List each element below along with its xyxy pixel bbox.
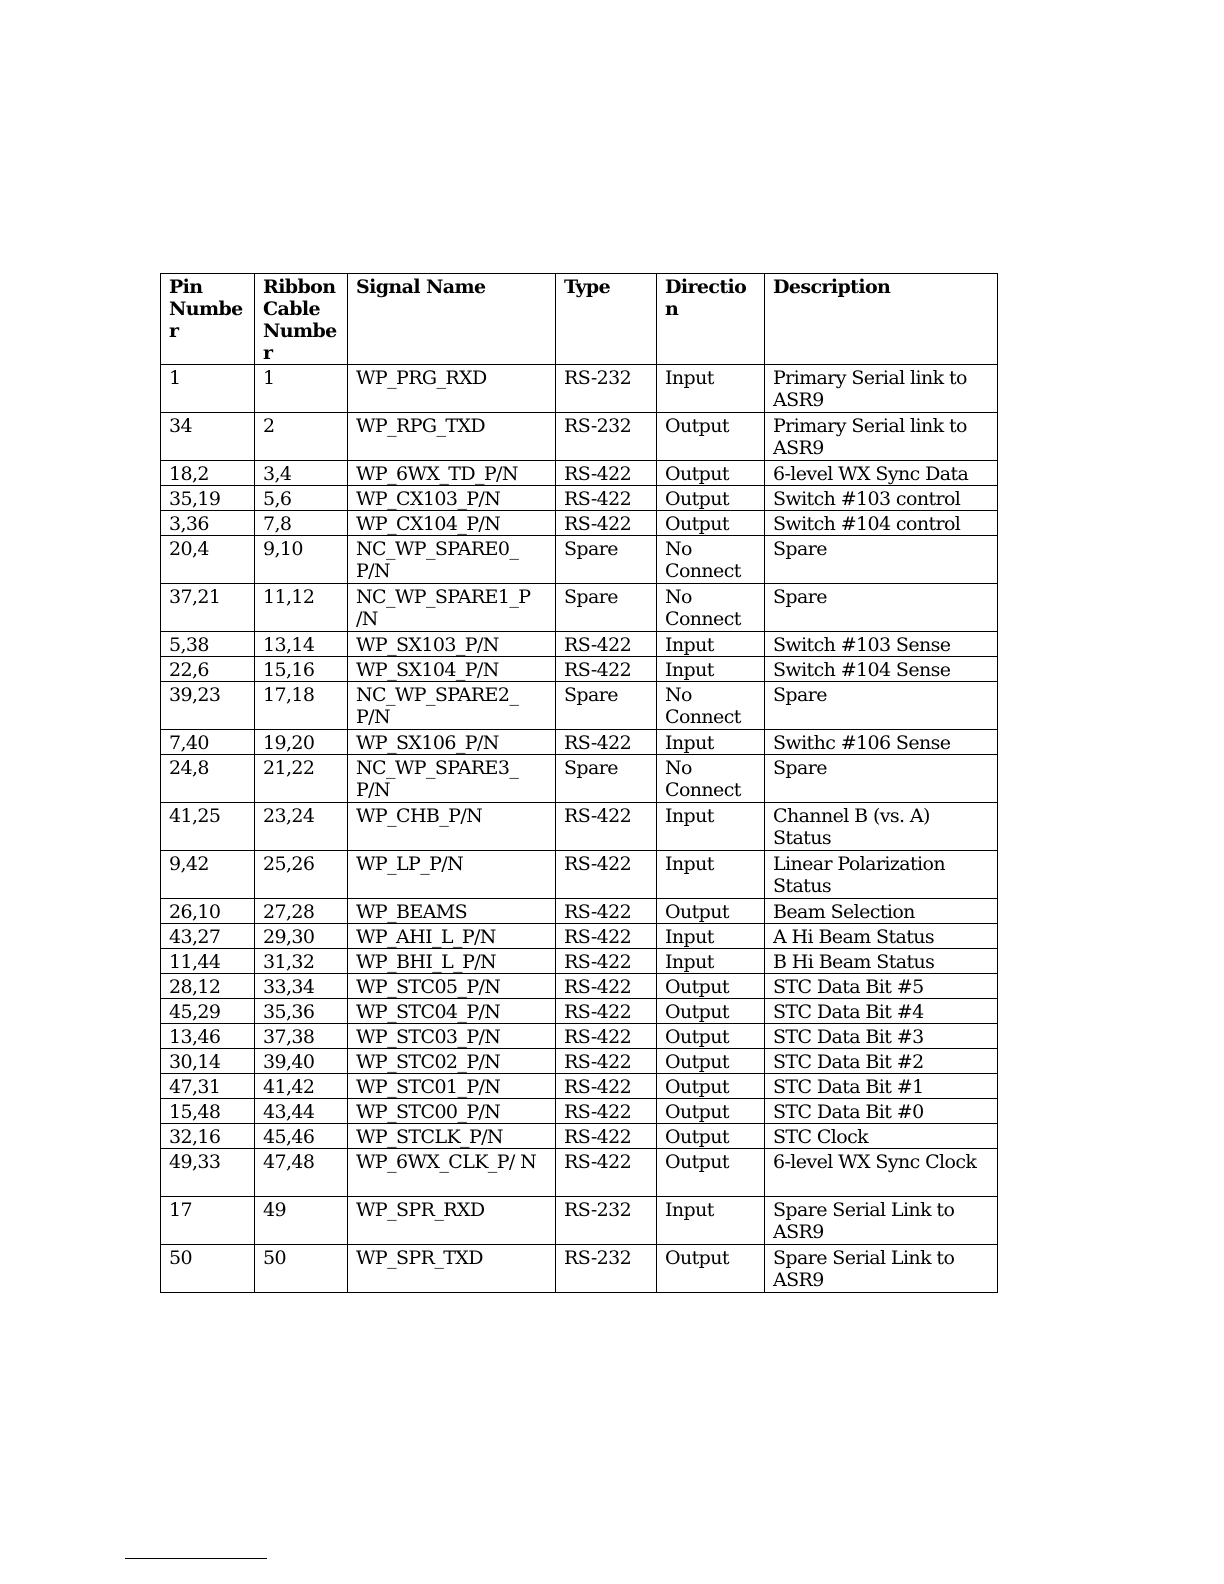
cell-pin-number: 3,36	[161, 511, 255, 536]
cell-direction: Input	[657, 1197, 765, 1245]
cell-ribbon-cable-number: 45,46	[255, 1124, 348, 1149]
table-body	[161, 365, 998, 1293]
table-row	[161, 1124, 998, 1149]
cell-ribbon-cable-number: 21,22	[255, 755, 348, 803]
cell-direction: No Connect	[657, 755, 765, 803]
cell-description: Spare	[765, 536, 998, 584]
table-row	[161, 536, 998, 584]
cell-ribbon-cable-number: 3,4	[255, 461, 348, 486]
cell-ribbon-cable-number: 43,44	[255, 1099, 348, 1124]
cell-pin-number: 43,27	[161, 924, 255, 949]
cell-type: Spare	[556, 584, 657, 632]
cell-description: Beam Selection	[765, 899, 998, 924]
cell-signal-name: WP_STC03_P/N	[348, 1024, 556, 1049]
cell-description: STC Data Bit #5	[765, 974, 998, 999]
table-row	[161, 730, 998, 755]
table-row	[161, 851, 998, 899]
cell-ribbon-cable-number: 50	[255, 1245, 348, 1293]
table-row	[161, 1099, 998, 1124]
cell-direction: Output	[657, 1024, 765, 1049]
pin-assignment-table	[160, 273, 998, 1293]
cell-description: Spare	[765, 584, 998, 632]
table-row	[161, 657, 998, 682]
cell-signal-name: WP_LP_P/N	[348, 851, 556, 899]
cell-description: STC Clock	[765, 1124, 998, 1149]
cell-type: RS-422	[556, 1124, 657, 1149]
cell-ribbon-cable-number: 29,30	[255, 924, 348, 949]
cell-pin-number: 35,19	[161, 486, 255, 511]
cell-description: B Hi Beam Status	[765, 949, 998, 974]
cell-type: RS-422	[556, 924, 657, 949]
cell-ribbon-cable-number: 13,14	[255, 632, 348, 657]
cell-type: RS-422	[556, 999, 657, 1024]
cell-pin-number: 39,23	[161, 682, 255, 730]
table-row	[161, 511, 998, 536]
cell-type: RS-422	[556, 657, 657, 682]
cell-pin-number: 20,4	[161, 536, 255, 584]
cell-ribbon-cable-number: 11,12	[255, 584, 348, 632]
cell-direction: Input	[657, 365, 765, 413]
cell-description: Spare Serial Link to ASR9	[765, 1197, 998, 1245]
cell-ribbon-cable-number: 5,6	[255, 486, 348, 511]
cell-description: Switch #103 Sense	[765, 632, 998, 657]
cell-type: RS-232	[556, 1197, 657, 1245]
cell-direction: Input	[657, 657, 765, 682]
cell-pin-number: 7,40	[161, 730, 255, 755]
cell-signal-name: WP_STC00_P/N	[348, 1099, 556, 1124]
cell-signal-name: NC_WP_SPARE0_ P/N	[348, 536, 556, 584]
table-row	[161, 1149, 998, 1197]
cell-signal-name: WP_SX104_P/N	[348, 657, 556, 682]
cell-description: Spare Serial Link to ASR9	[765, 1245, 998, 1293]
table-row	[161, 682, 998, 730]
table-row	[161, 755, 998, 803]
cell-ribbon-cable-number: 31,32	[255, 949, 348, 974]
cell-pin-number: 30,14	[161, 1049, 255, 1074]
cell-type: RS-422	[556, 1024, 657, 1049]
cell-direction: Output	[657, 999, 765, 1024]
cell-type: RS-422	[556, 899, 657, 924]
cell-type: RS-422	[556, 461, 657, 486]
cell-ribbon-cable-number: 41,42	[255, 1074, 348, 1099]
cell-direction: Input	[657, 949, 765, 974]
cell-signal-name: WP_6WX_CLK_P/ N	[348, 1149, 556, 1197]
cell-ribbon-cable-number: 9,10	[255, 536, 348, 584]
cell-direction: Input	[657, 851, 765, 899]
table-row	[161, 486, 998, 511]
cell-pin-number: 22,6	[161, 657, 255, 682]
cell-signal-name: WP_PRG_RXD	[348, 365, 556, 413]
cell-direction: Output	[657, 899, 765, 924]
header-direction: Direction	[657, 274, 765, 365]
cell-description: STC Data Bit #2	[765, 1049, 998, 1074]
cell-pin-number: 49,33	[161, 1149, 255, 1197]
cell-ribbon-cable-number: 2	[255, 413, 348, 461]
cell-type: RS-422	[556, 730, 657, 755]
cell-ribbon-cable-number: 25,26	[255, 851, 348, 899]
cell-signal-name: WP_SPR_RXD	[348, 1197, 556, 1245]
header-signal-name: Signal Name	[348, 274, 556, 365]
cell-direction: No Connect	[657, 536, 765, 584]
cell-type: RS-422	[556, 803, 657, 851]
cell-description: STC Data Bit #1	[765, 1074, 998, 1099]
cell-type: RS-422	[556, 486, 657, 511]
cell-ribbon-cable-number: 23,24	[255, 803, 348, 851]
table-row	[161, 461, 998, 486]
cell-description: Swithc #106 Sense	[765, 730, 998, 755]
cell-signal-name: NC_WP_SPARE3_ P/N	[348, 755, 556, 803]
cell-signal-name: WP_STC05_P/N	[348, 974, 556, 999]
cell-description: STC Data Bit #3	[765, 1024, 998, 1049]
table-row	[161, 1024, 998, 1049]
cell-type: RS-422	[556, 1099, 657, 1124]
cell-ribbon-cable-number: 47,48	[255, 1149, 348, 1197]
cell-pin-number: 41,25	[161, 803, 255, 851]
cell-ribbon-cable-number: 1	[255, 365, 348, 413]
cell-type: RS-422	[556, 851, 657, 899]
cell-type: RS-422	[556, 974, 657, 999]
cell-signal-name: WP_STCLK_P/N	[348, 1124, 556, 1149]
cell-ribbon-cable-number: 39,40	[255, 1049, 348, 1074]
cell-ribbon-cable-number: 33,34	[255, 974, 348, 999]
cell-pin-number: 17	[161, 1197, 255, 1245]
cell-signal-name: WP_BEAMS	[348, 899, 556, 924]
cell-signal-name: WP_STC02_P/N	[348, 1049, 556, 1074]
cell-pin-number: 34	[161, 413, 255, 461]
cell-pin-number: 15,48	[161, 1099, 255, 1124]
cell-direction: Input	[657, 730, 765, 755]
table-row	[161, 632, 998, 657]
cell-pin-number: 1	[161, 365, 255, 413]
table-row	[161, 999, 998, 1024]
cell-description: Channel B (vs. A) Status	[765, 803, 998, 851]
cell-type: RS-422	[556, 511, 657, 536]
cell-direction: Output	[657, 511, 765, 536]
cell-ribbon-cable-number: 19,20	[255, 730, 348, 755]
cell-type: Spare	[556, 536, 657, 584]
table-row	[161, 949, 998, 974]
cell-direction: Output	[657, 461, 765, 486]
cell-signal-name: WP_SX103_P/N	[348, 632, 556, 657]
cell-direction: Input	[657, 803, 765, 851]
table-header-row	[161, 274, 998, 365]
table-row	[161, 1197, 998, 1245]
cell-direction: Output	[657, 1245, 765, 1293]
cell-signal-name: WP_AHI_L_P/N	[348, 924, 556, 949]
header-description: Description	[765, 274, 998, 365]
cell-description: Switch #104 Sense	[765, 657, 998, 682]
cell-type: RS-422	[556, 1074, 657, 1099]
cell-ribbon-cable-number: 49	[255, 1197, 348, 1245]
cell-pin-number: 45,29	[161, 999, 255, 1024]
table-row	[161, 1245, 998, 1293]
cell-direction: Input	[657, 924, 765, 949]
cell-description: 6-level WX Sync Clock	[765, 1149, 998, 1197]
cell-type: RS-232	[556, 413, 657, 461]
table-row	[161, 974, 998, 999]
cell-pin-number: 47,31	[161, 1074, 255, 1099]
header-ribbon-cable-number: Ribbon Cable Number	[255, 274, 348, 365]
cell-description: STC Data Bit #4	[765, 999, 998, 1024]
table-row	[161, 924, 998, 949]
cell-description: Switch #103 control	[765, 486, 998, 511]
cell-pin-number: 37,21	[161, 584, 255, 632]
header-type: Type	[556, 274, 657, 365]
table-row	[161, 584, 998, 632]
header-pin-number: Pin Number	[161, 274, 255, 365]
footnote-separator	[125, 1558, 267, 1559]
cell-signal-name: WP_STC01_P/N	[348, 1074, 556, 1099]
cell-type: RS-422	[556, 1049, 657, 1074]
cell-description: A Hi Beam Status	[765, 924, 998, 949]
cell-ribbon-cable-number: 27,28	[255, 899, 348, 924]
table-row	[161, 803, 998, 851]
cell-pin-number: 50	[161, 1245, 255, 1293]
cell-signal-name: WP_CX104_P/N	[348, 511, 556, 536]
cell-direction: Output	[657, 974, 765, 999]
cell-direction: Output	[657, 486, 765, 511]
cell-direction: Input	[657, 632, 765, 657]
table-row	[161, 365, 998, 413]
cell-ribbon-cable-number: 7,8	[255, 511, 348, 536]
table-row	[161, 413, 998, 461]
cell-direction: Output	[657, 1049, 765, 1074]
table-row	[161, 899, 998, 924]
cell-description: Switch #104 control	[765, 511, 998, 536]
cell-ribbon-cable-number: 35,36	[255, 999, 348, 1024]
cell-direction: Output	[657, 1074, 765, 1099]
cell-pin-number: 28,12	[161, 974, 255, 999]
cell-pin-number: 13,46	[161, 1024, 255, 1049]
cell-direction: Output	[657, 1099, 765, 1124]
cell-type: RS-422	[556, 949, 657, 974]
cell-direction: Output	[657, 1124, 765, 1149]
cell-description: Spare	[765, 755, 998, 803]
table-row	[161, 1074, 998, 1099]
cell-signal-name: WP_CHB_P/N	[348, 803, 556, 851]
cell-description: STC Data Bit #0	[765, 1099, 998, 1124]
cell-signal-name: WP_STC04_P/N	[348, 999, 556, 1024]
cell-signal-name: WP_SX106_P/N	[348, 730, 556, 755]
cell-type: RS-232	[556, 365, 657, 413]
cell-ribbon-cable-number: 15,16	[255, 657, 348, 682]
cell-pin-number: 32,16	[161, 1124, 255, 1149]
cell-signal-name: WP_RPG_TXD	[348, 413, 556, 461]
cell-pin-number: 26,10	[161, 899, 255, 924]
cell-type: RS-422	[556, 632, 657, 657]
cell-direction: Output	[657, 1149, 765, 1197]
cell-signal-name: WP_6WX_TD_P/N	[348, 461, 556, 486]
cell-type: RS-232	[556, 1245, 657, 1293]
cell-signal-name: WP_BHI_L_P/N	[348, 949, 556, 974]
cell-pin-number: 18,2	[161, 461, 255, 486]
cell-direction: No Connect	[657, 584, 765, 632]
cell-type: RS-422	[556, 1149, 657, 1197]
cell-signal-name: NC_WP_SPARE2_ P/N	[348, 682, 556, 730]
cell-description: Primary Serial link to ASR9	[765, 365, 998, 413]
cell-ribbon-cable-number: 17,18	[255, 682, 348, 730]
cell-signal-name: NC_WP_SPARE1_P /N	[348, 584, 556, 632]
cell-description: Spare	[765, 682, 998, 730]
cell-direction: Output	[657, 413, 765, 461]
table-row	[161, 1049, 998, 1074]
cell-signal-name: WP_CX103_P/N	[348, 486, 556, 511]
cell-description: Linear Polarization Status	[765, 851, 998, 899]
cell-direction: No Connect	[657, 682, 765, 730]
cell-pin-number: 9,42	[161, 851, 255, 899]
cell-pin-number: 24,8	[161, 755, 255, 803]
cell-ribbon-cable-number: 37,38	[255, 1024, 348, 1049]
cell-description: Primary Serial link to ASR9	[765, 413, 998, 461]
cell-pin-number: 11,44	[161, 949, 255, 974]
cell-type: Spare	[556, 682, 657, 730]
cell-pin-number: 5,38	[161, 632, 255, 657]
cell-type: Spare	[556, 755, 657, 803]
cell-signal-name: WP_SPR_TXD	[348, 1245, 556, 1293]
cell-description: 6-level WX Sync Data	[765, 461, 998, 486]
